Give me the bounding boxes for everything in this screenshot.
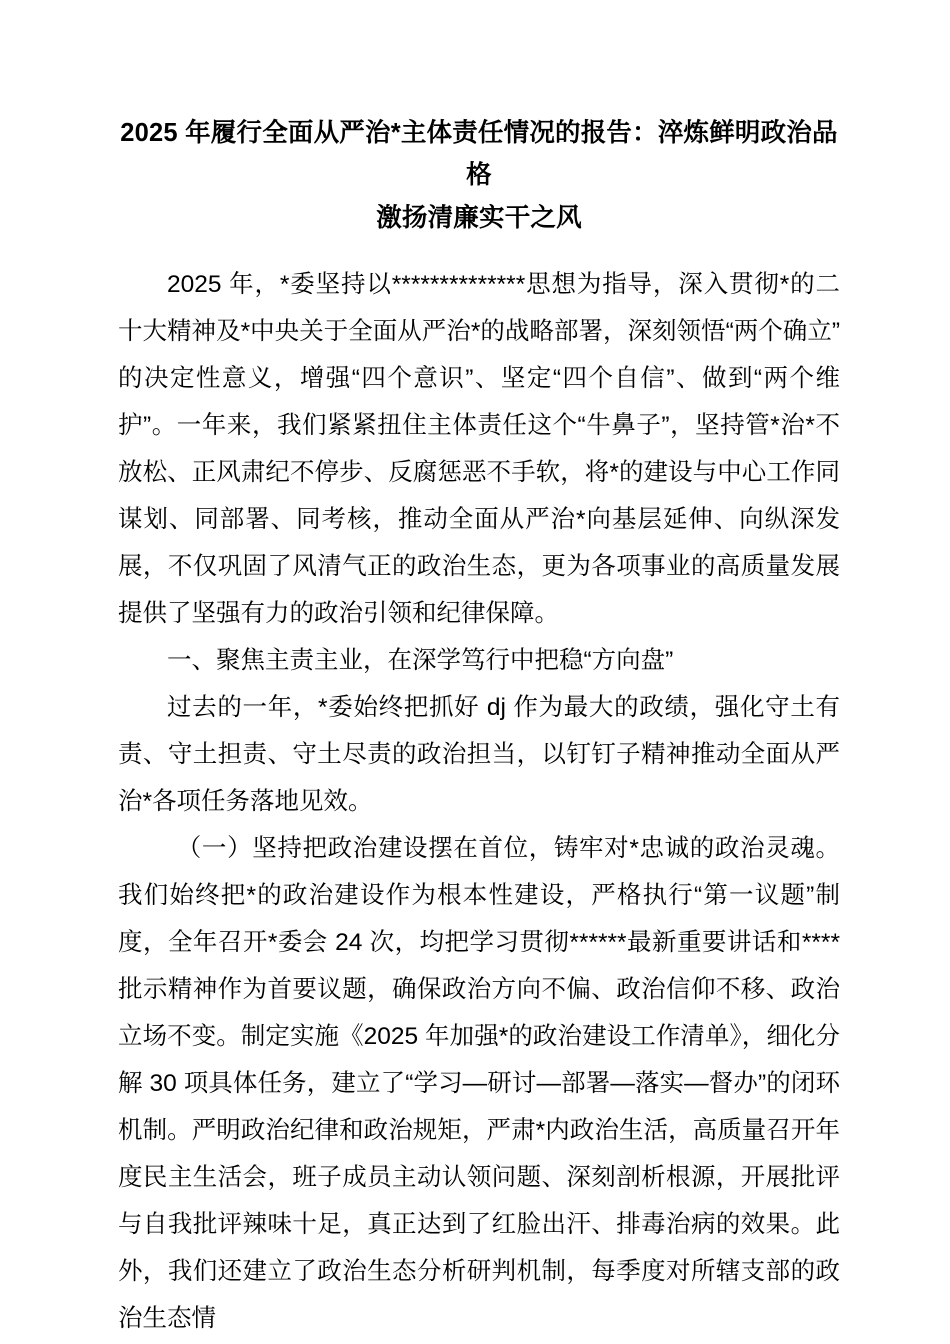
- paragraph-preamble: 2025 年，*委坚持以**************思想为指导，深入贯彻*的二十大精神及*中央关于全面从严治*的战略部署，深刻领悟“两个确立”的决定性意义，增强“四个意识”、坚定“四个自信”、做到“两个维护”。一年来，我们紧紧扭住主体责任这个“牛鼻子”，坚持管*治*不放松、正风肃纪不停步、反腐惩恶不手软，将*的建设与中心工作同谋划、同部署、同考核，推动全面从严治*向基层延伸、向纵深发展，不仅巩固了风清气正的政治生态，更为各项事业的高质量发展提供了坚强有力的政治引领和纪律保障。: [118, 271, 840, 627]
- paragraph-section-one-intro: 过去的一年，*委始终把抓好 dj 作为最大的政绩，强化守土有责、守土担责、守土尽责的政治担当，以钉钉子精神推动全面从严治*各项任务落地见效。: [118, 694, 840, 815]
- page-title-line-2: 激扬清廉实干之风: [376, 204, 582, 232]
- page-title: [118, 0, 840, 239]
- section-heading-one: 一、聚焦主责主业，在深学笃行中把稳“方向盘”: [167, 647, 674, 674]
- page-title-line-1: 2025 年履行全面从严治*主体责任情况的报告：淬炼鲜明政治品格: [120, 119, 838, 189]
- document-body: [118, 0, 840, 1342]
- paragraph-section-one-sub-one: （一）坚持把政治建设摆在首位，铸牢对*忠诚的政治灵魂。我们始终把*的政治建设作为根本性建设，严格执行“第一议题”制度，全年召开*委会 24 次，均把学习贯彻******最新重要讲话和****批示精神作为首要议题，确保政治方向不偏、政治信仰不移、政治立场不变。制定实施《2025 年加强*的政治建设工作清单》，细化分解 30 项具体任务，建立了“学习—研讨—部署—落实—督办”的闭环机制。严明政治纪律和政治规矩，严肃*内政治生活，高质量召开年度民主生活会，班子成员主动认领问题、深刻剖析根源，开展批评与自我批评辣味十足，真正达到了红脸出汗、排毒治病的效果。此外，我们还建立了政治生态分析研判机制，每季度对所辖支部的政治生态情: [118, 835, 840, 1332]
